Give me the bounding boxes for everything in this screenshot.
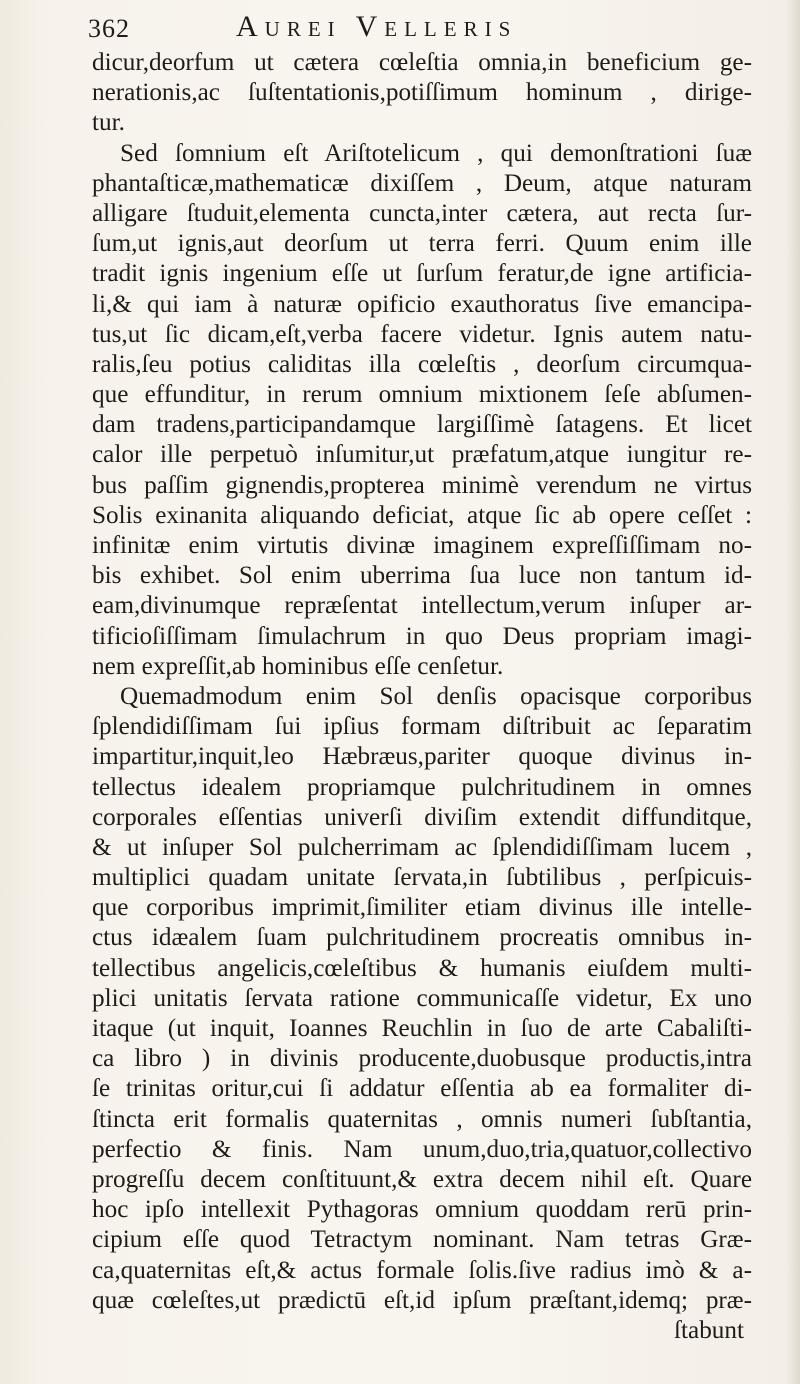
- text-line: tus,ut ſic dicam,eſt,verba facere videtur. Ignis autem natu-: [92, 320, 752, 348]
- text-line: bis exhibet. Sol enim uberrima ſua luce non tantum id-: [92, 562, 752, 590]
- text-line: eam,divinumque repræſentat intellectum,verum inſuper ar-: [92, 592, 752, 620]
- text-line: calor ille perpetuò inſumitur,ut præfatum,atque iungitur re-: [92, 441, 752, 469]
- text-line: ſplendidiſſimam ſui ipſius formam diſtribuit ac ſeparatim: [92, 713, 752, 741]
- text-line: que corporibus imprimit,ſimiliter etiam divinus ille intelle-: [92, 894, 752, 922]
- running-title: Aurei Velleris: [236, 10, 518, 43]
- text-line: corporales eſſentias univerſi diviſim extendit diffunditque,: [92, 803, 752, 831]
- text-line: progreſſu decem conſtituunt,& extra decem nihil eſt. Quare: [92, 1165, 752, 1193]
- text-line: li,& qui iam à naturæ opificio exauthoratus ſive emancipa-: [92, 290, 752, 318]
- text-line: dicur,deorfum ut cætera cœleſtia omnia,in beneficium ge-: [92, 49, 752, 76]
- page-number: 362: [88, 14, 130, 43]
- catchword: ſtabunt: [674, 1316, 744, 1344]
- text-line: tur.: [92, 109, 125, 137]
- text-line: bus paſſim gignendis,propterea minimè verendum ne virtus: [92, 471, 752, 499]
- text-line: cipium eſſe quod Tetractym nominant. Nam tetras Græ-: [92, 1226, 752, 1254]
- text-line: multiplici quadam unitate ſervata,in ſubtilibus , perſpicuis-: [92, 864, 752, 892]
- text-line: tificioſiſſimam ſimulachrum in quo Deus propriam imagi-: [92, 622, 752, 650]
- text-line: tellectus idealem propriamque pulchritudinem in omnes: [92, 773, 752, 801]
- text-line: Quemadmodum enim Sol denſis opacisque corporibus: [120, 682, 752, 710]
- text-line: Sed ſomnium eſt Ariſtotelicum , qui demonſtrationi ſuæ: [120, 139, 752, 167]
- text-line: & ut inſuper Sol pulcherrimam ac ſplendidiſſimam lucem ,: [92, 833, 752, 861]
- text-line: ralis,ſeu potius caliditas illa cœleſtis , deorſum circumqua-: [92, 350, 752, 378]
- paragraph-1: [92, 48, 752, 139]
- text-line: tellectibus angelicis,cœleſtibus & humanis eiuſdem multi-: [92, 954, 752, 982]
- text-line: infinitæ enim virtutis divinæ imaginem expreſſiſſimam no-: [92, 532, 752, 559]
- text-line: perfectio & finis. Nam unum,duo,tria,quatuor,collectivo: [92, 1135, 752, 1163]
- paragraph-3: [92, 682, 752, 1316]
- text-line: hoc ipſo intellexit Pythagoras omnium quoddam rerū prin-: [92, 1196, 752, 1224]
- text-line: ctus idæalem ſuam pulchritudinem procreatis omnibus in-: [92, 924, 752, 952]
- text-line: que effunditur, in rerum omnium mixtionem ſeſe abſumen-: [92, 381, 752, 409]
- text-line: nem expreſſit,ab hominibus eſſe cenſetur.: [92, 652, 504, 680]
- paragraph-2: [92, 139, 752, 682]
- text-line: itaque (ut inquit, Ioannes Reuchlin in ſuo de arte Cabaliſti-: [92, 1015, 752, 1042]
- text-line: Solis exinanita aliquando deficiat, atque ſic ab opere ceſſet :: [92, 501, 752, 529]
- text-line: alligare ſtuduit,elementa cuncta,inter cætera, aut recta ſur-: [92, 199, 752, 227]
- text-line: plici unitatis ſervata ratione communicaſſe videtur, Ex uno: [92, 984, 752, 1012]
- text-line: ca libro ) in divinis producente,duobusque productis,intra: [92, 1045, 752, 1073]
- page-header: [88, 8, 728, 48]
- text-line: dam tradens,participandamque largiſſimè ſatagens. Et licet: [92, 411, 752, 439]
- text-line: quæ cœleſtes,ut prædictū eſt,id ipſum præſtant,idemq; præ-: [92, 1286, 752, 1314]
- text-line: ſtincta erit formalis quaternitas , omnis numeri ſubſtantia,: [92, 1105, 752, 1133]
- page-edge-shadow: [786, 0, 800, 1384]
- text-line: tradit ignis ingenium eſſe ut ſurſum feratur,de igne artificia-: [92, 260, 752, 288]
- text-line: impartitur,inquit,leo Hæbræus,pariter quoque divinus in-: [92, 743, 752, 771]
- text-line: phantaſticæ,mathematicæ dixiſſem , Deum, atque naturam: [92, 169, 752, 197]
- text-line: ſe trinitas oritur,cui ſi addatur eſſentia ab ea formaliter di-: [92, 1075, 752, 1103]
- text-line: ca,quaternitas eſt,& actus formale ſolis.ſive radius imò & a-: [92, 1256, 752, 1284]
- text-line: nerationis,ac ſuſtentationis,potiſſimum hominum , dirige-: [92, 79, 752, 107]
- text-line: ſum,ut ignis,aut deorſum ut terra ferri. Quum enim ille: [92, 230, 752, 258]
- body-text: [92, 48, 752, 1346]
